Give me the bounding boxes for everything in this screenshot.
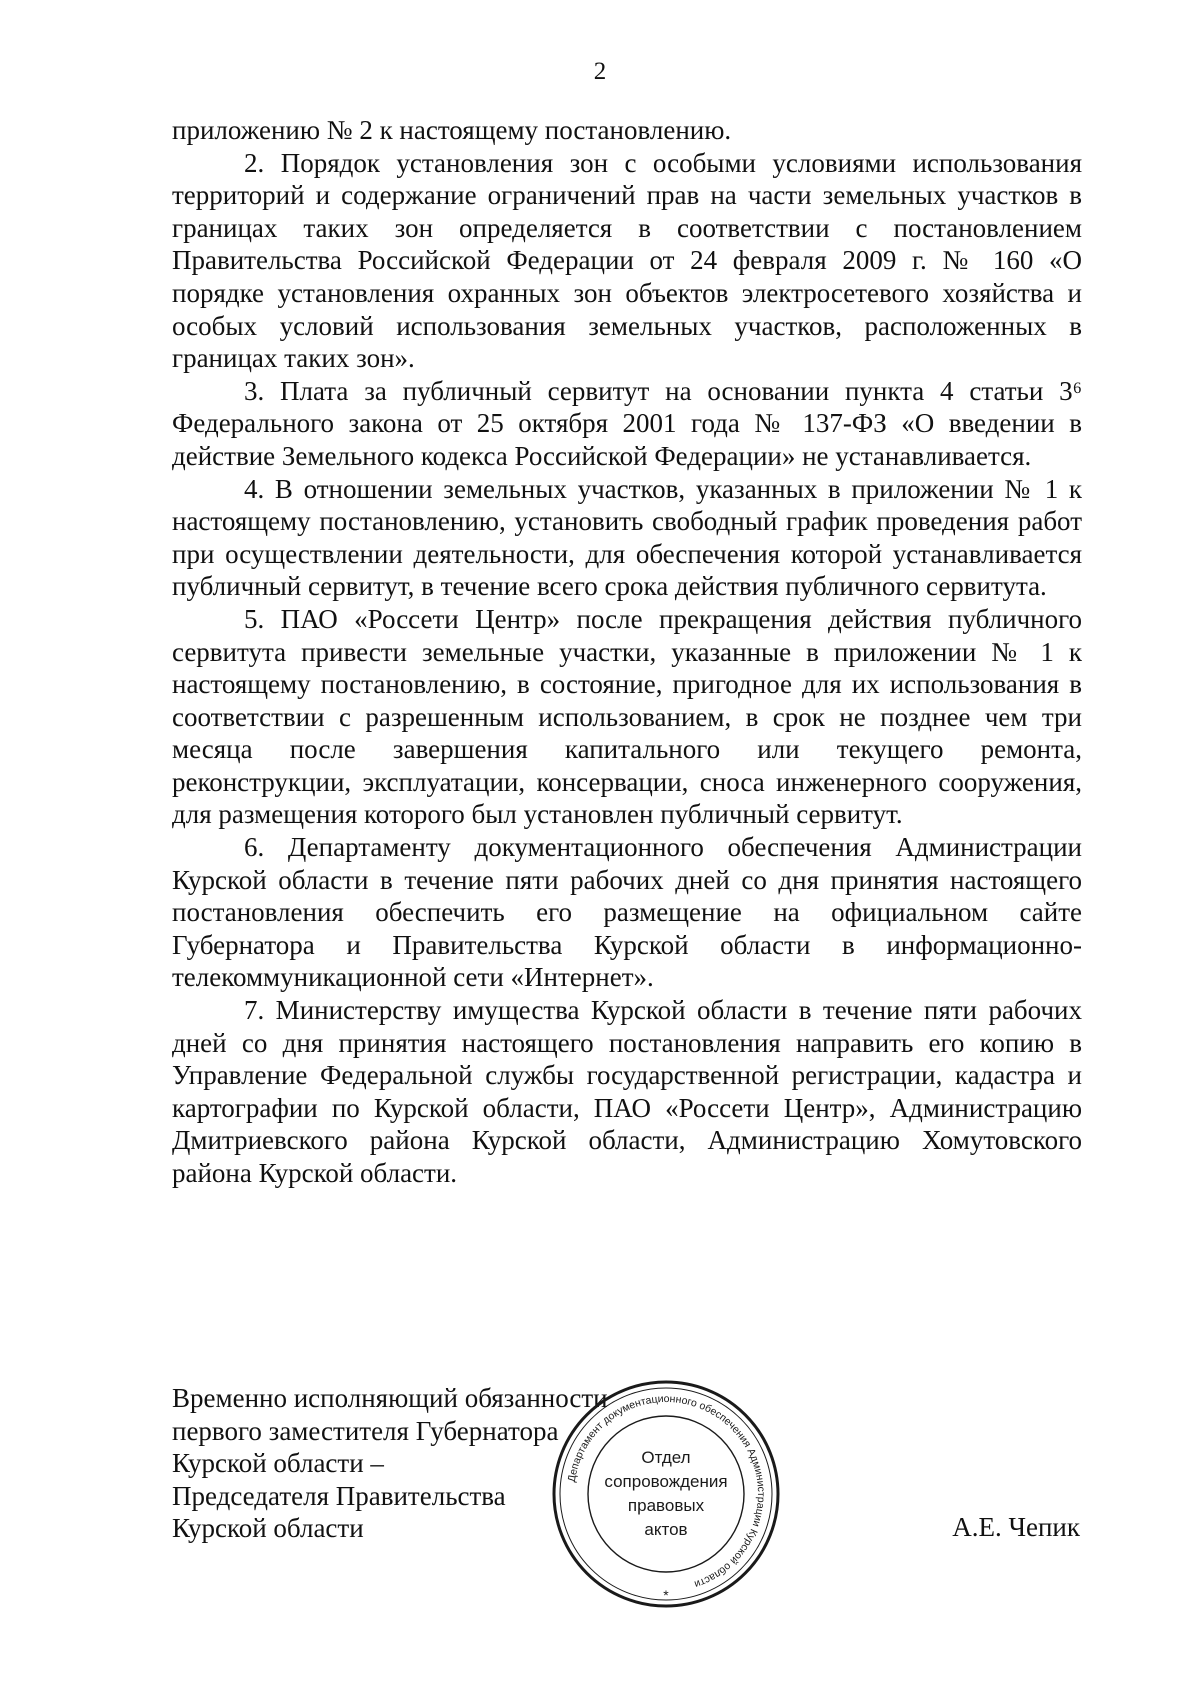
page-number: 2 [593, 58, 607, 85]
stamp-center-line: Отдел [641, 1448, 691, 1467]
stamp-star: * [663, 1587, 669, 1603]
stamp-ring-text: Департамент документационного обеспечения Администрации Курской области [565, 1392, 768, 1591]
paragraph-7: 7. Министерству имущества Курской области в течение пяти рабочих дней со дня принятия настоящего постановления направить его копию в Управление Федеральной службы государственной регистрации, кадастра и картографии по Курской области, ПАО «Россети Центр», Администрацию Дмитриевского района Курской области, Администрацию Хомутовского района Курской области. [172, 995, 1082, 1188]
stamp-center-line: правовых [627, 1496, 705, 1515]
signature-title-line: Председателя Правительства [172, 1480, 506, 1511]
stamp-center-text [550, 1378, 782, 1610]
paragraph-4: 4. В отношении земельных участков, указанных в приложении № 1 к настоящему постановлению, установить свободный график проведения работ при осуществлении деятельности, для обеспечения которой устанавливается публичный сервитут, в течение всего срока действия публичного сервитута. [172, 473, 1082, 602]
paragraph-6: 6. Департаменту документационного обеспечения Администрации Курской области в течение пяти рабочих дней со дня принятия настоящего постановления обеспечить его размещение на официальном сайте Губернатора и Правительства Курской области в информационно-телекоммуникационной сети «Интернет». [172, 832, 1082, 993]
stamp-center-line: сопровождения [604, 1472, 728, 1491]
paragraph-5: 5. ПАО «Россети Центр» после прекращения действия публичного сервитута привести земельные участки, указанные в приложении № 1 к настоящему постановлению, в состояние, пригодное для их использования в соответствии с разрешенным использованием, в срок не позднее чем три месяца после завершения капитального или текущего ремонта, реконструкции, эксплуатации, консервации, сноса инженерного сооружения, для размещения которого был установлен публичный сервитут. [172, 603, 1082, 830]
official-stamp [550, 1378, 782, 1610]
document-body [172, 114, 1082, 1190]
paragraph-3: 3. Плата за публичный сервитут на основании пункта 4 статьи 3⁶ Федерального закона от 25 октября 2001 года № 137-ФЗ «О введении в действие Земельного кодекса Российской Федерации» не устанавливается. [172, 375, 1082, 471]
stamp-center-line: актов [644, 1520, 688, 1539]
signature-title-line: Курской области – [172, 1448, 384, 1479]
signature-title-line: Временно исполняющий обязанности [172, 1383, 608, 1413]
signature-title-line: первого заместителя Губернатора [172, 1415, 559, 1446]
paragraph-2: 2. Порядок установления зон с особыми условиями использования территорий и содержание ограничений прав на части земельных участков в границах таких зон определяется в соответствии с постановлением Правительства Российской Федерации от 24 февраля 2009 г. № 160 «О порядке установления охранных зон объектов электросетевого хозяйства и особых условий использования земельных участков, расположенных в границах таких зон». [172, 147, 1082, 374]
signatory-name: А.Е. Чепик [952, 1512, 1080, 1542]
paragraph-continuation: приложению № 2 к настоящему постановлению. [172, 115, 732, 145]
signature-title-line: Курской области [172, 1513, 364, 1544]
